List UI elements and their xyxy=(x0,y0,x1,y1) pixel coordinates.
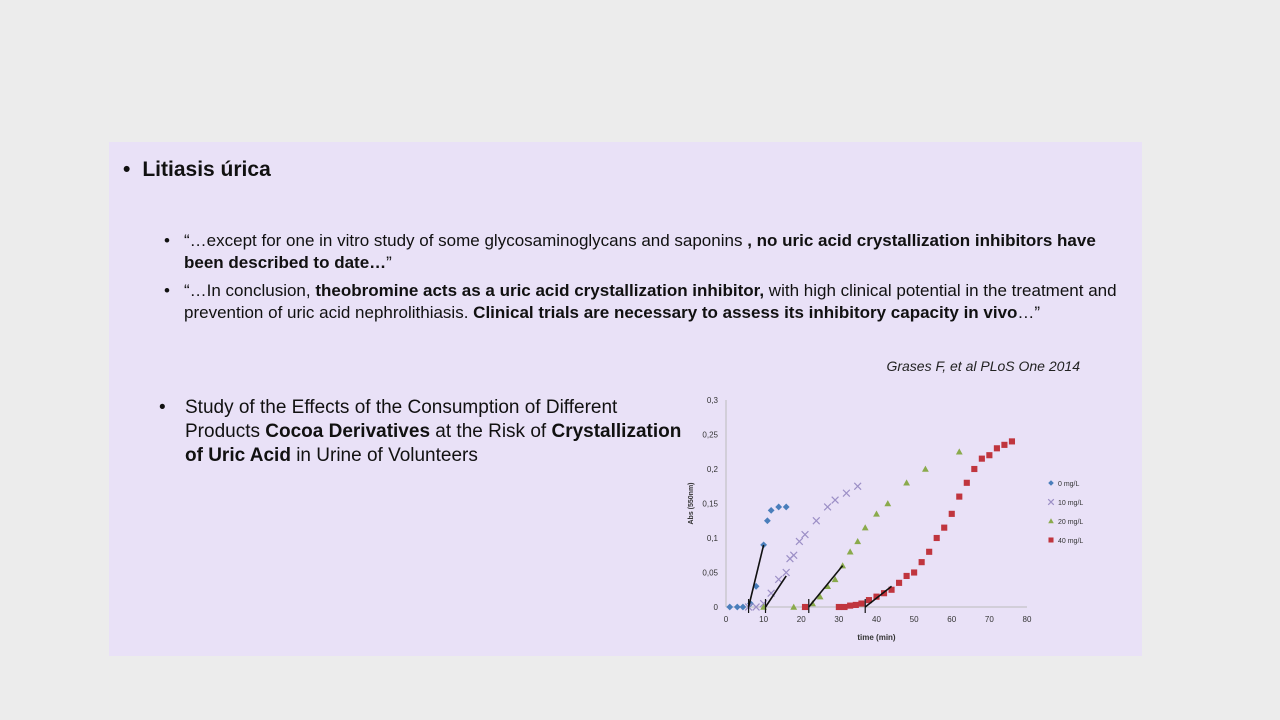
bullet-icon: • xyxy=(159,397,166,418)
main-bullet xyxy=(123,158,271,182)
y-tick-label: 0,25 xyxy=(702,430,718,440)
data-point-series-3 xyxy=(986,452,992,458)
bullet-icon: • xyxy=(164,281,170,300)
x-tick-label: 10 xyxy=(759,615,769,624)
study-p1: Study of the Effects of the Consumption of Different Products xyxy=(185,397,618,442)
tangent-line xyxy=(865,586,891,607)
data-point-series-3 xyxy=(847,603,853,609)
data-point-series-3 xyxy=(841,604,847,610)
quote-2 xyxy=(164,280,1124,324)
data-point-series-3 xyxy=(896,580,902,586)
quote-2-b2: Clinical trials are necessary to assess its inhibitory capacity in vivo xyxy=(473,303,1018,322)
data-point-series-2 xyxy=(956,448,963,454)
y-tick-label: 0,15 xyxy=(702,499,718,509)
data-point-series-0 xyxy=(775,504,782,511)
y-axis-label: Abs (550nm) xyxy=(688,482,695,525)
x-tick-label: 0 xyxy=(723,615,729,624)
data-point-series-0 xyxy=(764,517,771,524)
main-bullet-text: Litiasis úrica xyxy=(142,158,271,181)
study-p2: at the Risk of xyxy=(430,421,552,442)
data-point-series-1 xyxy=(843,490,850,497)
x-tick-label: 60 xyxy=(947,615,957,624)
study-b2: Crystallization of Uric Acid xyxy=(185,421,682,466)
data-point-series-3 xyxy=(964,480,970,486)
data-point-series-1 xyxy=(832,497,839,504)
legend-marker xyxy=(1048,537,1053,542)
quote-2-p2: with high clinical potential in the treatment and prevention of uric acid nephrolithiasis. xyxy=(184,281,1117,322)
data-point-series-0 xyxy=(740,604,747,611)
x-tick-label: 20 xyxy=(796,615,806,624)
data-point-series-3 xyxy=(858,600,864,606)
x-tick-label: 40 xyxy=(872,615,881,624)
legend-label: 10 mg/L xyxy=(1058,500,1084,507)
quote-1-open: “…except for one in vitro study of some glycosaminoglycans and saponins xyxy=(184,231,748,250)
tangent-line xyxy=(749,545,764,607)
slide xyxy=(109,142,1142,656)
data-point-series-2 xyxy=(903,479,910,485)
data-point-series-3 xyxy=(1001,442,1007,448)
data-point-series-1 xyxy=(790,552,797,559)
data-point-series-3 xyxy=(904,573,910,579)
data-point-series-2 xyxy=(847,548,854,554)
data-point-series-2 xyxy=(873,510,880,516)
x-axis-label: time (min) xyxy=(857,633,896,642)
data-point-series-2 xyxy=(922,466,929,472)
study-p3: in Urine of Volunteers xyxy=(290,445,478,466)
quote-1-close: ” xyxy=(386,253,392,272)
data-point-series-1 xyxy=(854,483,861,490)
data-point-series-2 xyxy=(854,538,861,544)
y-tick-label: 0,3 xyxy=(706,396,718,405)
data-point-series-3 xyxy=(934,535,940,541)
data-point-series-2 xyxy=(862,524,869,530)
quote-1 xyxy=(164,230,1124,274)
data-point-series-3 xyxy=(994,445,1000,451)
data-point-series-3 xyxy=(949,511,955,517)
y-tick-label: 0,2 xyxy=(706,465,718,474)
data-point-series-1 xyxy=(813,517,820,524)
data-point-series-3 xyxy=(836,604,842,610)
data-point-series-0 xyxy=(726,604,733,611)
quote-2-b1: theobromine acts as a uric acid crystallization inhibitor, xyxy=(315,281,765,300)
data-point-series-0 xyxy=(783,504,790,511)
legend-marker xyxy=(1048,480,1054,486)
data-point-series-3 xyxy=(919,559,925,565)
bullet-icon: • xyxy=(164,231,170,250)
quote-1-bold: , no uric acid crystallization inhibitors have been described to date… xyxy=(184,231,1096,272)
study-b1: Cocoa Derivatives xyxy=(265,421,431,442)
legend-marker xyxy=(1048,518,1054,523)
data-point-series-3 xyxy=(802,604,808,610)
study-bullet xyxy=(159,396,685,468)
bullet-icon: • xyxy=(123,158,131,181)
data-point-series-3 xyxy=(911,569,917,575)
tangent-line xyxy=(809,566,843,607)
data-point-series-1 xyxy=(796,538,803,545)
data-point-series-3 xyxy=(926,549,932,555)
quote-2-p1: “…In conclusion, xyxy=(184,281,316,300)
x-tick-label: 30 xyxy=(834,615,844,624)
data-point-series-2 xyxy=(884,500,891,506)
citation: Grases F, et al PLoS One 2014 xyxy=(886,358,1080,374)
data-point-series-1 xyxy=(783,569,790,576)
y-tick-label: 0,05 xyxy=(702,568,718,578)
x-tick-label: 80 xyxy=(1022,615,1032,624)
x-tick-label: 70 xyxy=(984,615,994,624)
legend-label: 0 mg/L xyxy=(1058,481,1080,488)
data-point-series-3 xyxy=(979,456,985,462)
data-point-series-1 xyxy=(775,576,782,583)
legend-label: 20 mg/L xyxy=(1058,519,1084,526)
data-point-series-3 xyxy=(1009,438,1015,444)
y-tick-label: 0,1 xyxy=(706,534,718,543)
data-point-series-3 xyxy=(971,466,977,472)
legend-marker xyxy=(1048,499,1054,505)
quote-2-close: …” xyxy=(1017,303,1041,322)
absorbance-chart xyxy=(679,390,1109,650)
data-point-series-0 xyxy=(768,507,775,514)
data-point-series-3 xyxy=(956,494,962,500)
x-tick-label: 50 xyxy=(909,615,919,624)
data-point-series-1 xyxy=(802,531,809,538)
data-point-series-3 xyxy=(941,525,947,531)
y-tick-label: 0 xyxy=(713,603,718,612)
legend-label: 40 mg/L xyxy=(1058,538,1084,545)
data-point-series-3 xyxy=(853,602,859,608)
data-point-series-1 xyxy=(824,504,831,511)
